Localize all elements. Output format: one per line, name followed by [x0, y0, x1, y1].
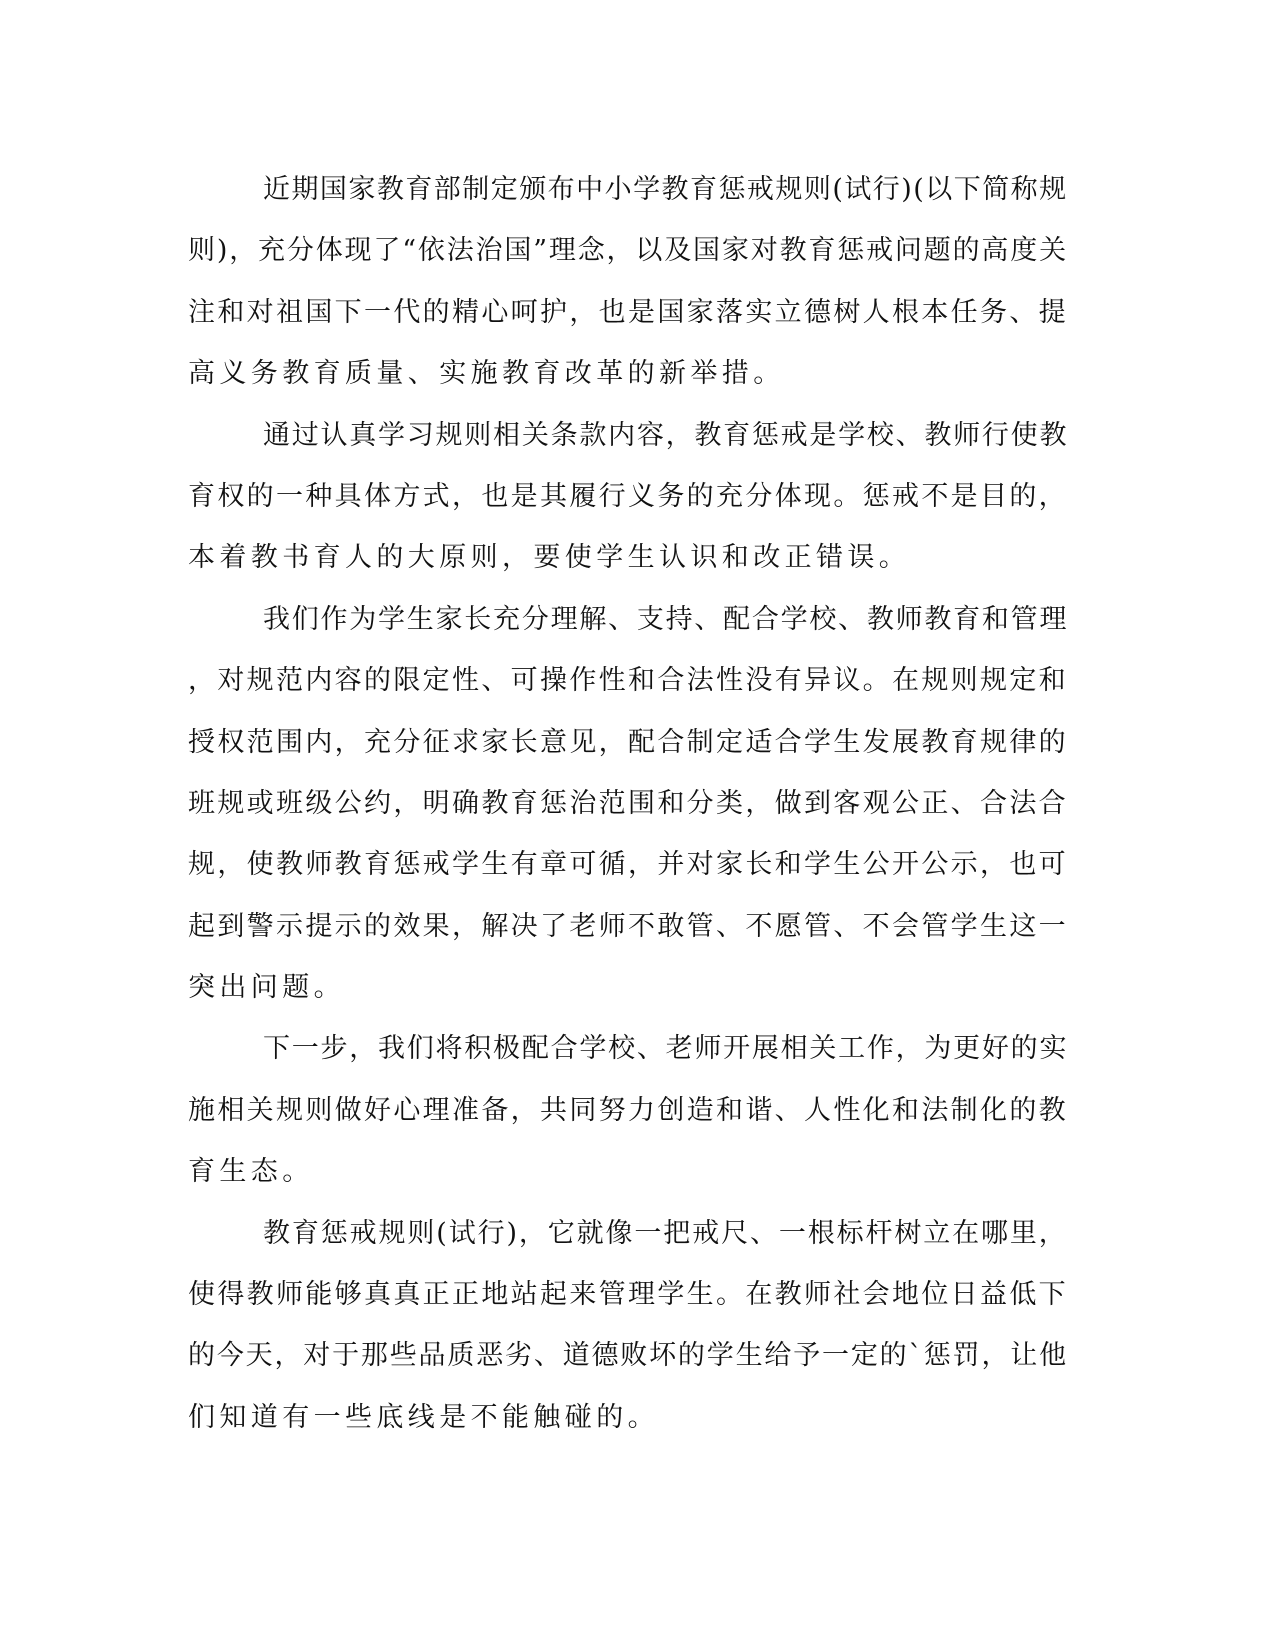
paragraph-4	[188, 1018, 1068, 1202]
text-line: 规，使教师教育惩戒学生有章可循，并对家长和学生公开公示，也可	[188, 849, 1068, 881]
text-line: 的今天，对于那些品质恶劣、道德败坏的学生给予一定的`惩罚，让他	[188, 1340, 1068, 1372]
paragraph-3	[188, 589, 1068, 1019]
text-line: 教育惩戒规则(试行)，它就像一把戒尺、一根标杆树立在哪里，	[263, 1217, 1068, 1249]
text-line: 近期国家教育部制定颁布中小学教育惩戒规则(试行)(以下简称规	[263, 174, 1068, 205]
text-line: 班规或班级公约，明确教育惩治范围和分类，做到客观公正、合法合	[188, 787, 1068, 819]
text-line: 起到警示提示的效果，解决了老师不敢管、不愿管、不会管学生这一	[188, 910, 1068, 942]
text-line: 使得教师能够真真正正地站起来管理学生。在教师社会地位日益低下	[188, 1279, 1068, 1311]
text-line: 注和对祖国下一代的精心呵护，也是国家落实立德树人根本任务、提	[188, 296, 1068, 328]
paragraph-5	[188, 1203, 1068, 1449]
paragraph-1	[188, 159, 1068, 405]
text-line: 施相关规则做好心理准备，共同努力创造和谐、人性化和法制化的教	[188, 1094, 1068, 1126]
text-line: 下一步，我们将积极配合学校、老师开展相关工作，为更好的实	[263, 1033, 1069, 1065]
text-line: 育生态。	[188, 1156, 314, 1188]
paragraph-2	[188, 405, 1068, 589]
document-body	[188, 159, 1068, 1448]
text-line: 通过认真学习规则相关条款内容，教育惩戒是学校、教师行使教	[263, 419, 1069, 451]
text-line: 本着教书育人的大原则，要使学生认识和改正错误。	[188, 542, 911, 574]
text-line: 突出问题。	[188, 972, 345, 1004]
text-line: 高义务教育质量、实施教育改革的新举措。	[188, 358, 785, 390]
text-line: 我们作为学生家长充分理解、支持、配合学校、教师教育和管理	[263, 603, 1069, 635]
text-line: 们知道有一些底线是不能触碰的。	[188, 1401, 659, 1433]
text-line: 授权范围内，充分征求家长意见，配合制定适合学生发展教育规律的	[188, 726, 1068, 758]
text-line: 则)，充分体现了“依法治国”理念，以及国家对教育惩戒问题的高度关	[188, 235, 1068, 267]
text-line: ，对规范内容的限定性、可操作性和合法性没有异议。在规则规定和	[188, 665, 1068, 697]
text-line: 育权的一种具体方式，也是其履行义务的充分体现。惩戒不是目的，	[188, 480, 1068, 512]
